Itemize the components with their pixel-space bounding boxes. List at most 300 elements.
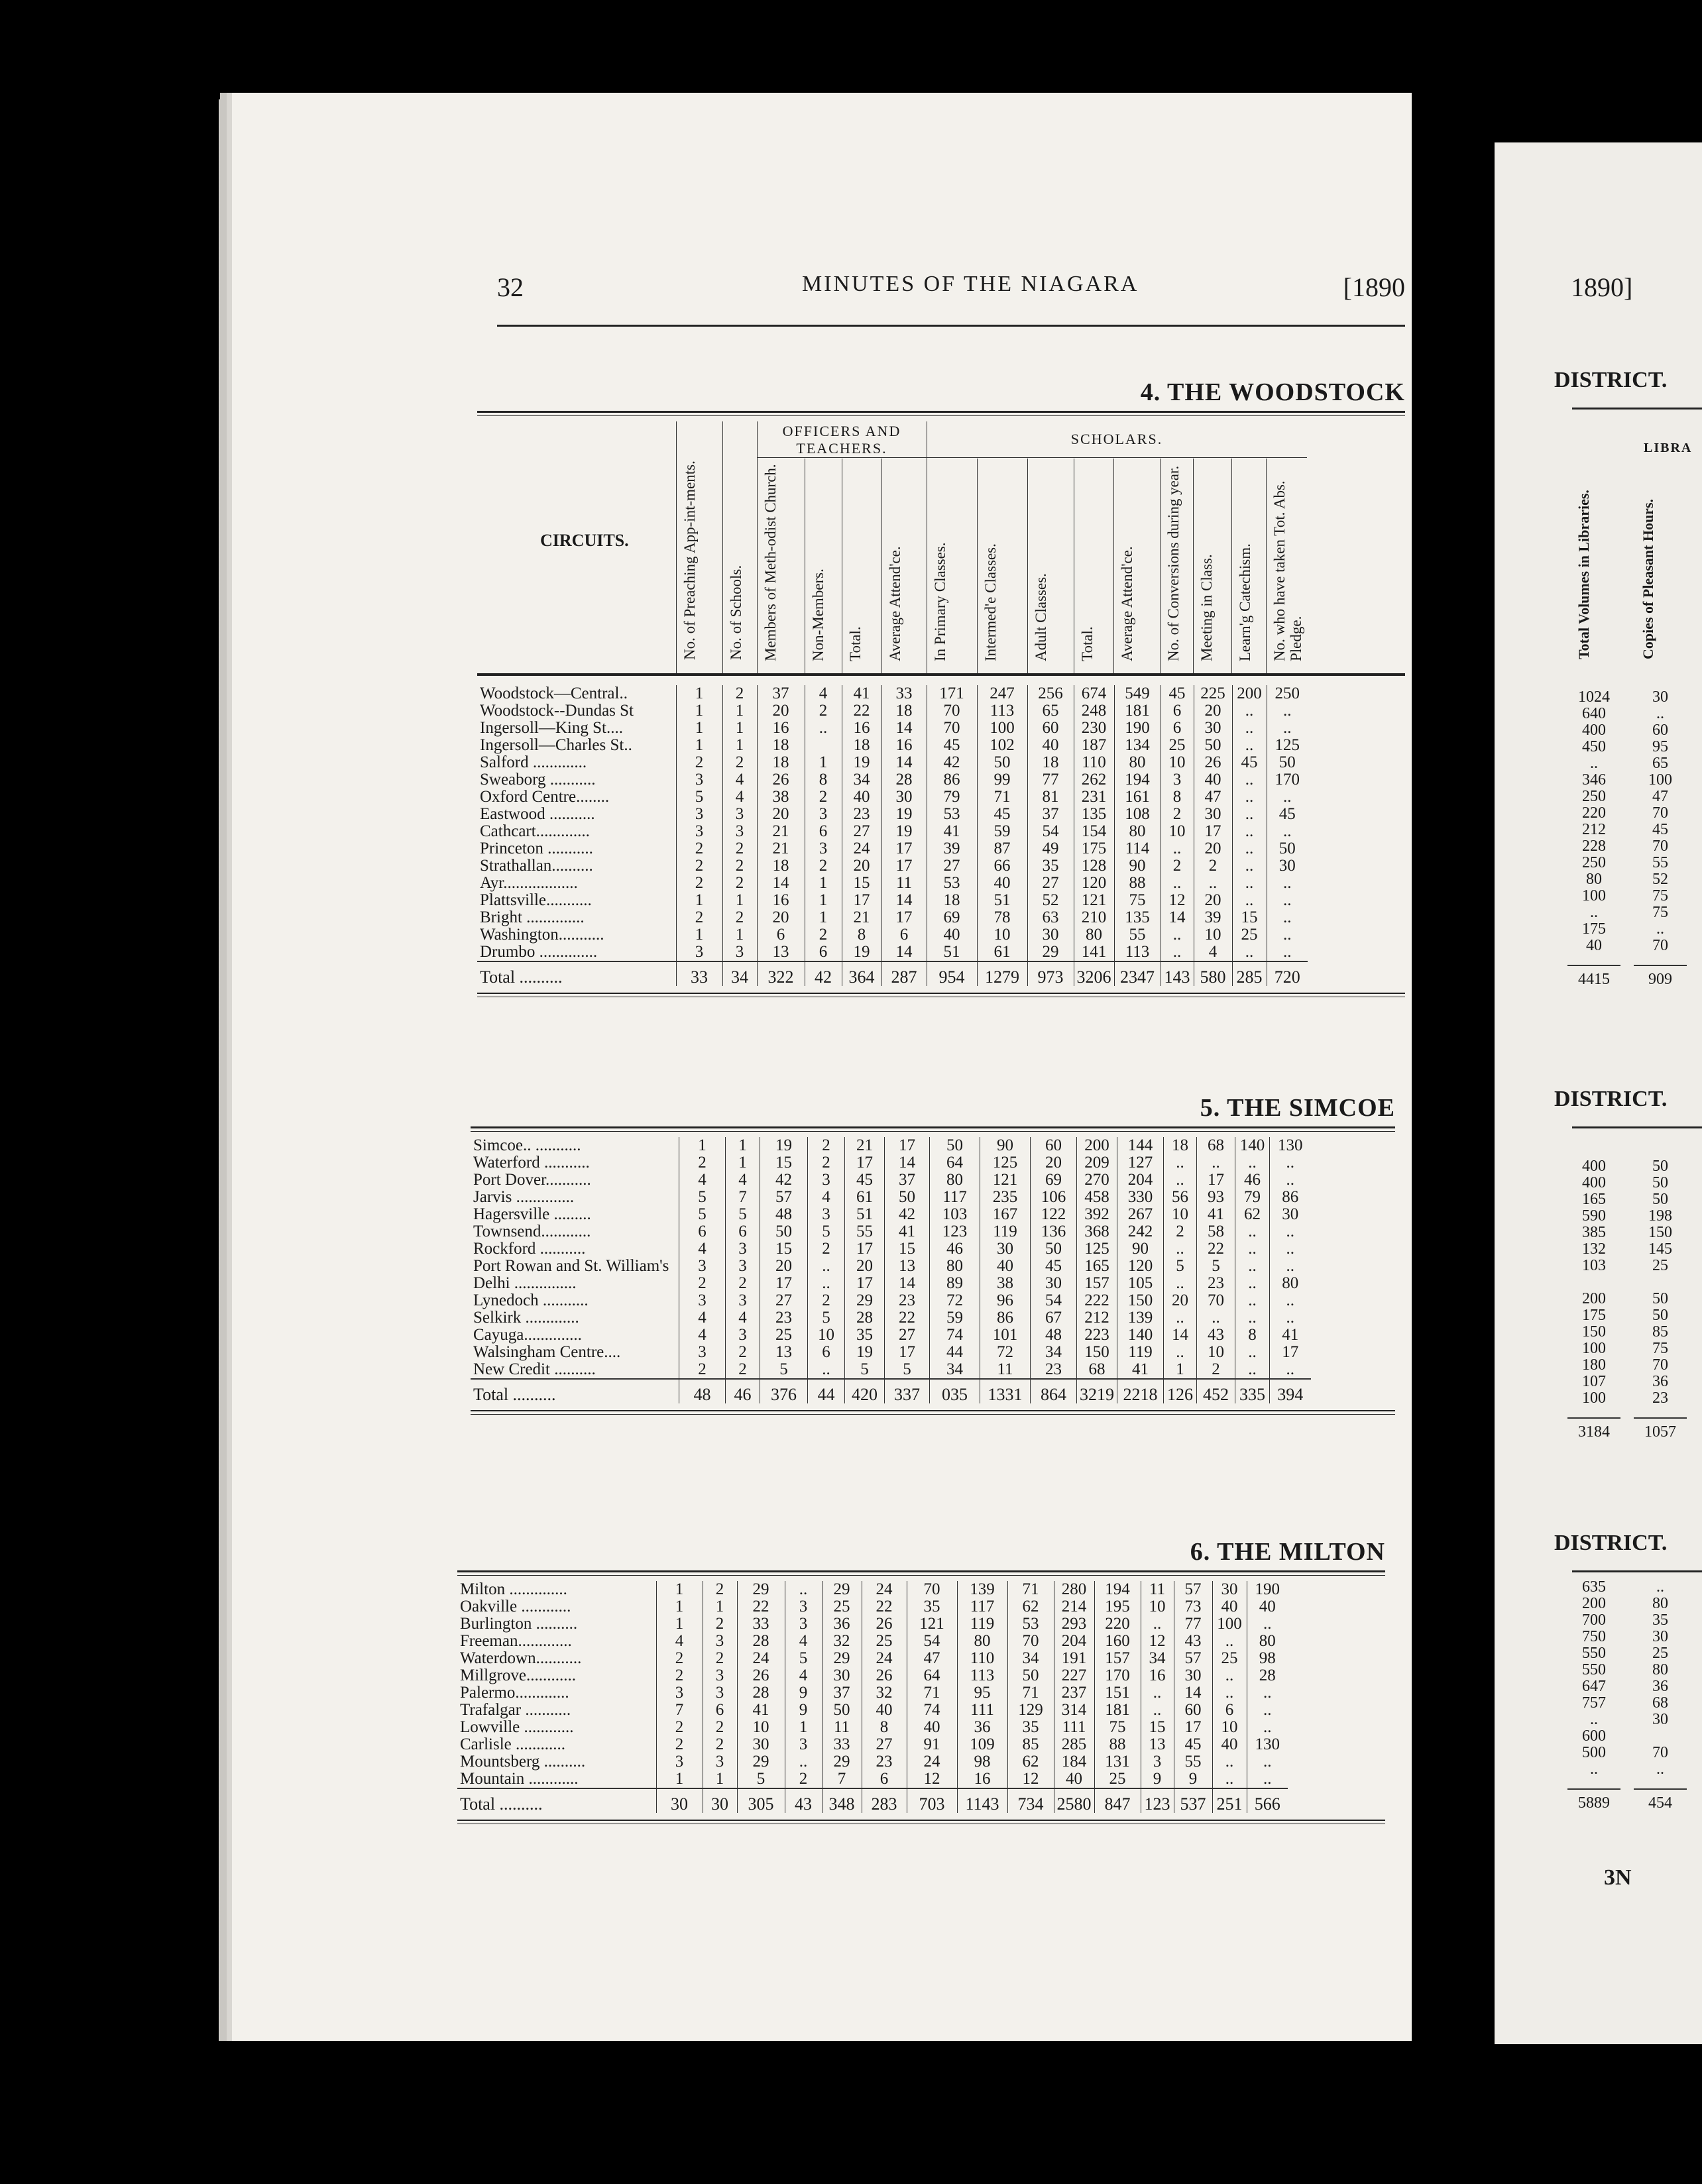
table-cell: 70 bbox=[927, 702, 977, 720]
right-cell: 68 bbox=[1652, 1694, 1668, 1712]
district-table bbox=[477, 685, 1308, 986]
table-cell: 80 bbox=[930, 1172, 980, 1189]
table-cell: 18 bbox=[881, 702, 927, 720]
table-cell: 27 bbox=[842, 823, 881, 840]
table-row bbox=[471, 1223, 1311, 1240]
table-cell: 44 bbox=[808, 1379, 845, 1403]
table-cell: 21 bbox=[845, 1137, 885, 1154]
right-cell: 70 bbox=[1652, 838, 1668, 855]
table-cell: 2 bbox=[1161, 806, 1194, 823]
table-cell: 3 bbox=[679, 1258, 726, 1275]
table-cell: 57 bbox=[1174, 1581, 1212, 1598]
right-cell: 75 bbox=[1652, 904, 1668, 921]
table-cell: 262 bbox=[1074, 771, 1114, 789]
table-cell: 29 bbox=[1027, 944, 1074, 961]
table-cell: 109 bbox=[957, 1736, 1007, 1753]
table-cell: 5 bbox=[679, 1189, 726, 1206]
table-cell: 2 bbox=[703, 1581, 737, 1598]
table-cell: 63 bbox=[1027, 909, 1074, 926]
table-cell: 3 bbox=[722, 806, 757, 823]
table-cell: 18 bbox=[757, 737, 805, 754]
table-cell: 34 bbox=[842, 771, 881, 789]
table-cell: 80 bbox=[1270, 1275, 1311, 1292]
table-cell: 2 bbox=[676, 754, 722, 771]
right-cell: 200 bbox=[1582, 1290, 1606, 1307]
table-cell: 4 bbox=[785, 1667, 822, 1684]
table-cell: 21 bbox=[757, 840, 805, 857]
table-cell: 24 bbox=[862, 1581, 907, 1598]
table-cell: .. bbox=[1247, 1719, 1288, 1736]
table-cell: 25 bbox=[1094, 1771, 1141, 1788]
table-cell: .. bbox=[1267, 909, 1308, 926]
table-cell: .. bbox=[1247, 1702, 1288, 1719]
table-cell: 64 bbox=[930, 1154, 980, 1172]
table-row bbox=[477, 926, 1308, 944]
table-row bbox=[477, 789, 1308, 806]
table-cell: 580 bbox=[1194, 961, 1232, 986]
table-cell: 42 bbox=[760, 1172, 808, 1189]
table-cell: 285 bbox=[1232, 961, 1267, 986]
district-title: 4. THE WOODSTOCK bbox=[1140, 378, 1405, 406]
table-cell: 19 bbox=[881, 806, 927, 823]
table-cell: 70 bbox=[907, 1581, 957, 1598]
table-cell: 54 bbox=[1027, 823, 1074, 840]
column-divider bbox=[722, 421, 723, 673]
table-cell: 4 bbox=[805, 685, 842, 702]
table-cell: .. bbox=[1232, 789, 1267, 806]
column-heading: No. of Schools. bbox=[728, 565, 744, 660]
right-cell: 220 bbox=[1582, 804, 1606, 822]
column-heading: Meeting in Class. bbox=[1198, 554, 1215, 661]
table-cell: 035 bbox=[930, 1379, 980, 1403]
table-cell: 81 bbox=[1027, 789, 1074, 806]
table-cell: 25 bbox=[822, 1598, 862, 1615]
table-cell: 41 bbox=[927, 823, 977, 840]
table-cell: 10 bbox=[808, 1327, 845, 1344]
table-cell: 30 bbox=[1027, 926, 1074, 944]
table-cell: 22 bbox=[842, 702, 881, 720]
right-cell: 65 bbox=[1652, 755, 1668, 772]
right-district-title: DISTRICT. bbox=[1554, 368, 1668, 392]
table-cell: .. bbox=[805, 720, 842, 737]
table-cell: 10 bbox=[1141, 1598, 1174, 1615]
table-cell: 39 bbox=[1194, 909, 1232, 926]
table-cell: 1 bbox=[703, 1771, 737, 1788]
column-heading: Average Attend'ce. bbox=[887, 546, 903, 661]
table-cell: 17 bbox=[885, 1344, 930, 1361]
table-cell: 70 bbox=[1007, 1633, 1054, 1650]
right-cell: 75 bbox=[1652, 887, 1668, 904]
circuit-name: Waterdown........... bbox=[460, 1649, 582, 1667]
table-cell: 43 bbox=[1197, 1327, 1235, 1344]
table-cell: 134 bbox=[1114, 737, 1161, 754]
table-cell: 2 bbox=[808, 1154, 845, 1172]
table-cell: .. bbox=[1164, 1240, 1197, 1258]
table-cell: 314 bbox=[1054, 1702, 1094, 1719]
table-cell: 34 bbox=[722, 961, 757, 986]
table-cell: 36 bbox=[822, 1615, 862, 1633]
table-cell: 26 bbox=[1194, 754, 1232, 771]
column-divider bbox=[881, 459, 882, 673]
table-cell: 1 bbox=[656, 1771, 703, 1788]
right-cell: .. bbox=[1656, 920, 1664, 938]
table-cell: 1 bbox=[676, 702, 722, 720]
table-cell: .. bbox=[1232, 771, 1267, 789]
table-cell: 71 bbox=[1007, 1581, 1054, 1598]
table-cell: 251 bbox=[1212, 1788, 1247, 1813]
column-divider bbox=[1266, 459, 1267, 673]
table-cell: 93 bbox=[1197, 1189, 1235, 1206]
right-cell: 47 bbox=[1652, 788, 1668, 805]
table-cell: 190 bbox=[1114, 720, 1161, 737]
table-cell: 37 bbox=[885, 1172, 930, 1189]
column-header-block bbox=[477, 421, 1405, 675]
table-cell: 30 bbox=[881, 789, 927, 806]
table-cell: 549 bbox=[1114, 685, 1161, 702]
table-cell: 6 bbox=[757, 926, 805, 944]
district-section-simcoe bbox=[471, 1093, 1395, 1415]
right-cell: .. bbox=[1590, 1761, 1598, 1778]
table-row bbox=[471, 1172, 1311, 1189]
column-heading: Learn'g Catechism. bbox=[1237, 543, 1253, 661]
table-cell: 19 bbox=[881, 823, 927, 840]
table-cell: .. bbox=[1164, 1309, 1197, 1327]
circuit-name: Woodstock--Dundas St bbox=[480, 702, 634, 720]
table-cell: 43 bbox=[1174, 1633, 1212, 1650]
table-row bbox=[477, 909, 1308, 926]
table-cell: 14 bbox=[757, 875, 805, 892]
table-cell: 40 bbox=[1212, 1736, 1247, 1753]
table-cell: .. bbox=[1235, 1361, 1270, 1379]
table-cell: 2 bbox=[676, 857, 722, 875]
table-cell: 38 bbox=[757, 789, 805, 806]
table-cell: 1 bbox=[805, 875, 842, 892]
table-cell: 1 bbox=[1164, 1361, 1197, 1379]
circuit-name: Freeman............. bbox=[460, 1632, 572, 1650]
table-cell: 3206 bbox=[1074, 961, 1114, 986]
table-cell: 170 bbox=[1094, 1667, 1141, 1684]
table-cell: 161 bbox=[1114, 789, 1161, 806]
table-cell: 16 bbox=[1141, 1667, 1174, 1684]
table-cell: 125 bbox=[1077, 1240, 1117, 1258]
right-cell: 100 bbox=[1648, 771, 1672, 789]
right-cell bbox=[1634, 1274, 1687, 1291]
table-cell: 101 bbox=[980, 1327, 1031, 1344]
table-cell: 256 bbox=[1027, 685, 1074, 702]
table-cell: .. bbox=[1247, 1771, 1288, 1788]
district-table bbox=[471, 1137, 1311, 1403]
right-column bbox=[1567, 689, 1620, 988]
table-cell: 5 bbox=[808, 1223, 845, 1240]
right-cell: 45 bbox=[1652, 821, 1668, 838]
table-cell: 20 bbox=[1194, 702, 1232, 720]
right-district-title: DISTRICT. bbox=[1554, 1531, 1668, 1555]
table-cell: 19 bbox=[845, 1344, 885, 1361]
table-cell: .. bbox=[1232, 857, 1267, 875]
right-cell: 100 bbox=[1582, 1390, 1606, 1407]
column-heading: No. of Conversions during year. bbox=[1165, 465, 1182, 661]
table-cell: 231 bbox=[1074, 789, 1114, 806]
table-cell: 26 bbox=[862, 1615, 907, 1633]
table-cell: 29 bbox=[845, 1292, 885, 1309]
table-cell: 96 bbox=[980, 1292, 1031, 1309]
table-cell: 42 bbox=[927, 754, 977, 771]
table-cell: 34 bbox=[1141, 1650, 1174, 1667]
column-heading: No. of Preaching App-int-ments. bbox=[681, 461, 698, 660]
right-cell: 346 bbox=[1582, 771, 1606, 789]
table-cell: 14 bbox=[885, 1275, 930, 1292]
table-cell: 48 bbox=[1031, 1327, 1077, 1344]
table-cell: 28 bbox=[881, 771, 927, 789]
district-table bbox=[457, 1581, 1288, 1813]
table-cell: .. bbox=[808, 1361, 845, 1379]
right-cell: 70 bbox=[1652, 804, 1668, 822]
table-cell: 214 bbox=[1054, 1598, 1094, 1615]
circuit-name: Townsend............ bbox=[473, 1223, 591, 1240]
table-cell: 135 bbox=[1114, 909, 1161, 926]
total-label: Total .......... bbox=[471, 1379, 679, 1403]
table-cell: 35 bbox=[1027, 857, 1074, 875]
table-cell: 4 bbox=[722, 771, 757, 789]
table-cell: 17 bbox=[881, 909, 927, 926]
right-cell: 757 bbox=[1582, 1694, 1606, 1712]
table-cell: 36 bbox=[957, 1719, 1007, 1736]
right-district-title: DISTRICT. bbox=[1554, 1087, 1668, 1111]
right-total: 5889 bbox=[1567, 1788, 1620, 1812]
column-heading: Non-Members. bbox=[810, 569, 826, 661]
table-row bbox=[457, 1684, 1288, 1702]
column-divider bbox=[1193, 459, 1194, 673]
table-cell: 6 bbox=[805, 944, 842, 961]
right-cell: 23 bbox=[1652, 1390, 1668, 1407]
table-row bbox=[471, 1292, 1311, 1309]
table-row bbox=[477, 702, 1308, 720]
table-cell: 45 bbox=[977, 806, 1027, 823]
section-rule bbox=[477, 993, 1405, 997]
table-cell: 18 bbox=[927, 892, 977, 909]
table-cell: 24 bbox=[907, 1753, 957, 1771]
table-cell: 3 bbox=[785, 1598, 822, 1615]
table-cell: 50 bbox=[1031, 1240, 1077, 1258]
right-rule bbox=[1572, 1570, 1702, 1572]
table-cell: 2 bbox=[722, 840, 757, 857]
table-cell: .. bbox=[1232, 944, 1267, 961]
right-cell: 50 bbox=[1652, 1307, 1668, 1324]
table-cell: .. bbox=[1270, 1223, 1311, 1240]
table-cell: 1 bbox=[656, 1615, 703, 1633]
table-cell: .. bbox=[1270, 1361, 1311, 1379]
right-cell: 70 bbox=[1652, 937, 1668, 954]
table-cell: 5 bbox=[676, 789, 722, 806]
table-cell: 200 bbox=[1232, 685, 1267, 702]
right-column-heading: Total Volumes in Libraries. bbox=[1575, 490, 1592, 659]
table-cell: 2 bbox=[1194, 857, 1232, 875]
section-rule bbox=[457, 1570, 1385, 1576]
table-cell: 2 bbox=[808, 1240, 845, 1258]
circuit-name: Hagersville ......... bbox=[473, 1205, 591, 1223]
table-cell: 33 bbox=[737, 1615, 785, 1633]
table-cell: 13 bbox=[757, 944, 805, 961]
table-cell: .. bbox=[785, 1753, 822, 1771]
right-column bbox=[1567, 1579, 1620, 1812]
right-cell: 36 bbox=[1652, 1373, 1668, 1390]
table-cell: 128 bbox=[1074, 857, 1114, 875]
right-cell: 85 bbox=[1652, 1323, 1668, 1340]
right-total: 4415 bbox=[1567, 965, 1620, 988]
table-cell: 14 bbox=[1174, 1684, 1212, 1702]
table-cell: 127 bbox=[1117, 1154, 1164, 1172]
table-cell: 86 bbox=[980, 1309, 1031, 1327]
table-cell bbox=[805, 737, 842, 754]
table-cell: 1 bbox=[805, 754, 842, 771]
right-cell: 107 bbox=[1582, 1373, 1606, 1390]
table-row bbox=[457, 1719, 1288, 1736]
table-cell: 34 bbox=[1031, 1344, 1077, 1361]
table-cell: 100 bbox=[1212, 1615, 1247, 1633]
table-cell: .. bbox=[1141, 1684, 1174, 1702]
right-cell: 25 bbox=[1652, 1257, 1668, 1274]
table-cell: 1 bbox=[676, 737, 722, 754]
table-cell: 62 bbox=[1235, 1206, 1270, 1223]
table-cell: 10 bbox=[1161, 754, 1194, 771]
right-cell: 250 bbox=[1582, 854, 1606, 871]
circuit-name: Salford ............. bbox=[480, 753, 587, 771]
table-cell: 5 bbox=[808, 1309, 845, 1327]
table-cell: 22 bbox=[1197, 1240, 1235, 1258]
table-cell: 46 bbox=[1235, 1172, 1270, 1189]
table-cell: 80 bbox=[1074, 926, 1114, 944]
table-cell: .. bbox=[1164, 1275, 1197, 1292]
table-cell: 20 bbox=[757, 806, 805, 823]
table-cell: 267 bbox=[1117, 1206, 1164, 1223]
table-cell: 3 bbox=[656, 1684, 703, 1702]
right-cell: 50 bbox=[1652, 1191, 1668, 1208]
table-cell: 98 bbox=[957, 1753, 1007, 1771]
district-section-milton bbox=[457, 1537, 1385, 1824]
right-cell: 1024 bbox=[1578, 688, 1610, 706]
circuit-name: Jarvis .............. bbox=[473, 1188, 575, 1206]
right-total: 909 bbox=[1634, 965, 1687, 988]
table-cell: 79 bbox=[927, 789, 977, 806]
table-cell: 16 bbox=[957, 1771, 1007, 1788]
table-cell: .. bbox=[1270, 1172, 1311, 1189]
table-cell: 23 bbox=[760, 1309, 808, 1327]
table-cell: 19 bbox=[842, 754, 881, 771]
table-cell: 40 bbox=[1212, 1598, 1247, 1615]
right-column bbox=[1634, 1579, 1687, 1812]
table-cell: 37 bbox=[757, 685, 805, 702]
table-cell: 68 bbox=[1197, 1137, 1235, 1154]
table-cell: 165 bbox=[1077, 1258, 1117, 1275]
table-cell: .. bbox=[1267, 720, 1308, 737]
table-cell: 4 bbox=[679, 1327, 726, 1344]
table-cell: 15 bbox=[1141, 1719, 1174, 1736]
table-cell: 23 bbox=[862, 1753, 907, 1771]
table-cell: 18 bbox=[1164, 1137, 1197, 1154]
table-cell: 2 bbox=[805, 789, 842, 806]
column-heading: Members of Meth-odist Church. bbox=[762, 464, 779, 661]
table-cell: .. bbox=[1161, 926, 1194, 944]
circuit-name: Port Dover........... bbox=[473, 1171, 591, 1189]
table-cell: 90 bbox=[980, 1137, 1031, 1154]
table-cell: 17 bbox=[1194, 823, 1232, 840]
table-cell: 10 bbox=[1197, 1344, 1235, 1361]
table-cell: 2 bbox=[703, 1736, 737, 1753]
table-cell: .. bbox=[808, 1275, 845, 1292]
table-cell: 27 bbox=[885, 1327, 930, 1344]
table-cell: 2 bbox=[676, 840, 722, 857]
table-cell: 110 bbox=[957, 1650, 1007, 1667]
table-cell: 100 bbox=[977, 720, 1027, 737]
table-cell: 86 bbox=[927, 771, 977, 789]
table-cell: 34 bbox=[930, 1361, 980, 1379]
table-cell: 6 bbox=[805, 823, 842, 840]
table-row bbox=[477, 840, 1308, 857]
table-cell: .. bbox=[1232, 840, 1267, 857]
table-cell: 50 bbox=[822, 1702, 862, 1719]
table-cell: 29 bbox=[822, 1753, 862, 1771]
right-cell: 36 bbox=[1652, 1678, 1668, 1695]
section-rule bbox=[477, 675, 1405, 685]
column-divider bbox=[676, 421, 677, 673]
right-cell: 50 bbox=[1652, 1290, 1668, 1307]
table-cell: 80 bbox=[1114, 823, 1161, 840]
circuit-name: Oakville ............ bbox=[460, 1598, 571, 1615]
table-cell: 144 bbox=[1117, 1137, 1164, 1154]
table-cell: 60 bbox=[1031, 1137, 1077, 1154]
table-cell: 15 bbox=[885, 1240, 930, 1258]
circuit-name: Simcoe.. ........... bbox=[473, 1136, 581, 1154]
table-cell: .. bbox=[1232, 806, 1267, 823]
table-cell: .. bbox=[1267, 702, 1308, 720]
table-cell: 33 bbox=[676, 961, 722, 986]
circuit-name: Bright .............. bbox=[480, 908, 585, 926]
table-cell: 71 bbox=[977, 789, 1027, 806]
table-cell: 2 bbox=[703, 1719, 737, 1736]
table-cell: 15 bbox=[760, 1240, 808, 1258]
table-cell: 29 bbox=[822, 1581, 862, 1598]
table-row bbox=[457, 1633, 1288, 1650]
table-cell: 1 bbox=[722, 892, 757, 909]
district-title: 6. THE MILTON bbox=[1190, 1538, 1385, 1566]
page-header bbox=[265, 272, 1405, 311]
table-cell: 2 bbox=[656, 1719, 703, 1736]
table-cell: 12 bbox=[907, 1771, 957, 1788]
table-cell: 3 bbox=[805, 806, 842, 823]
table-row bbox=[457, 1753, 1288, 1771]
table-cell: 212 bbox=[1077, 1309, 1117, 1327]
table-cell: 2 bbox=[726, 1275, 760, 1292]
column-heading: No. who have taken Tot. Abs. Pledge. bbox=[1271, 480, 1304, 661]
table-cell: 4 bbox=[726, 1172, 760, 1189]
table-cell: .. bbox=[1232, 823, 1267, 840]
circuit-name: Mountain ............ bbox=[460, 1770, 579, 1788]
table-cell: 30 bbox=[1267, 857, 1308, 875]
district-title: 5. THE SIMCOE bbox=[1200, 1094, 1395, 1122]
table-cell: 2 bbox=[703, 1615, 737, 1633]
table-cell: 3 bbox=[726, 1258, 760, 1275]
table-cell: .. bbox=[1232, 737, 1267, 754]
table-cell: 11 bbox=[1141, 1581, 1174, 1598]
table-cell: 67 bbox=[1031, 1309, 1077, 1327]
page-number: 32 bbox=[497, 272, 524, 302]
table-cell: 30 bbox=[656, 1788, 703, 1813]
table-cell: 87 bbox=[977, 840, 1027, 857]
table-cell: 18 bbox=[1027, 754, 1074, 771]
page-year: [1890 bbox=[1343, 272, 1405, 302]
circuit-name: New Credit .......... bbox=[473, 1360, 596, 1378]
column-divider bbox=[1160, 459, 1161, 673]
